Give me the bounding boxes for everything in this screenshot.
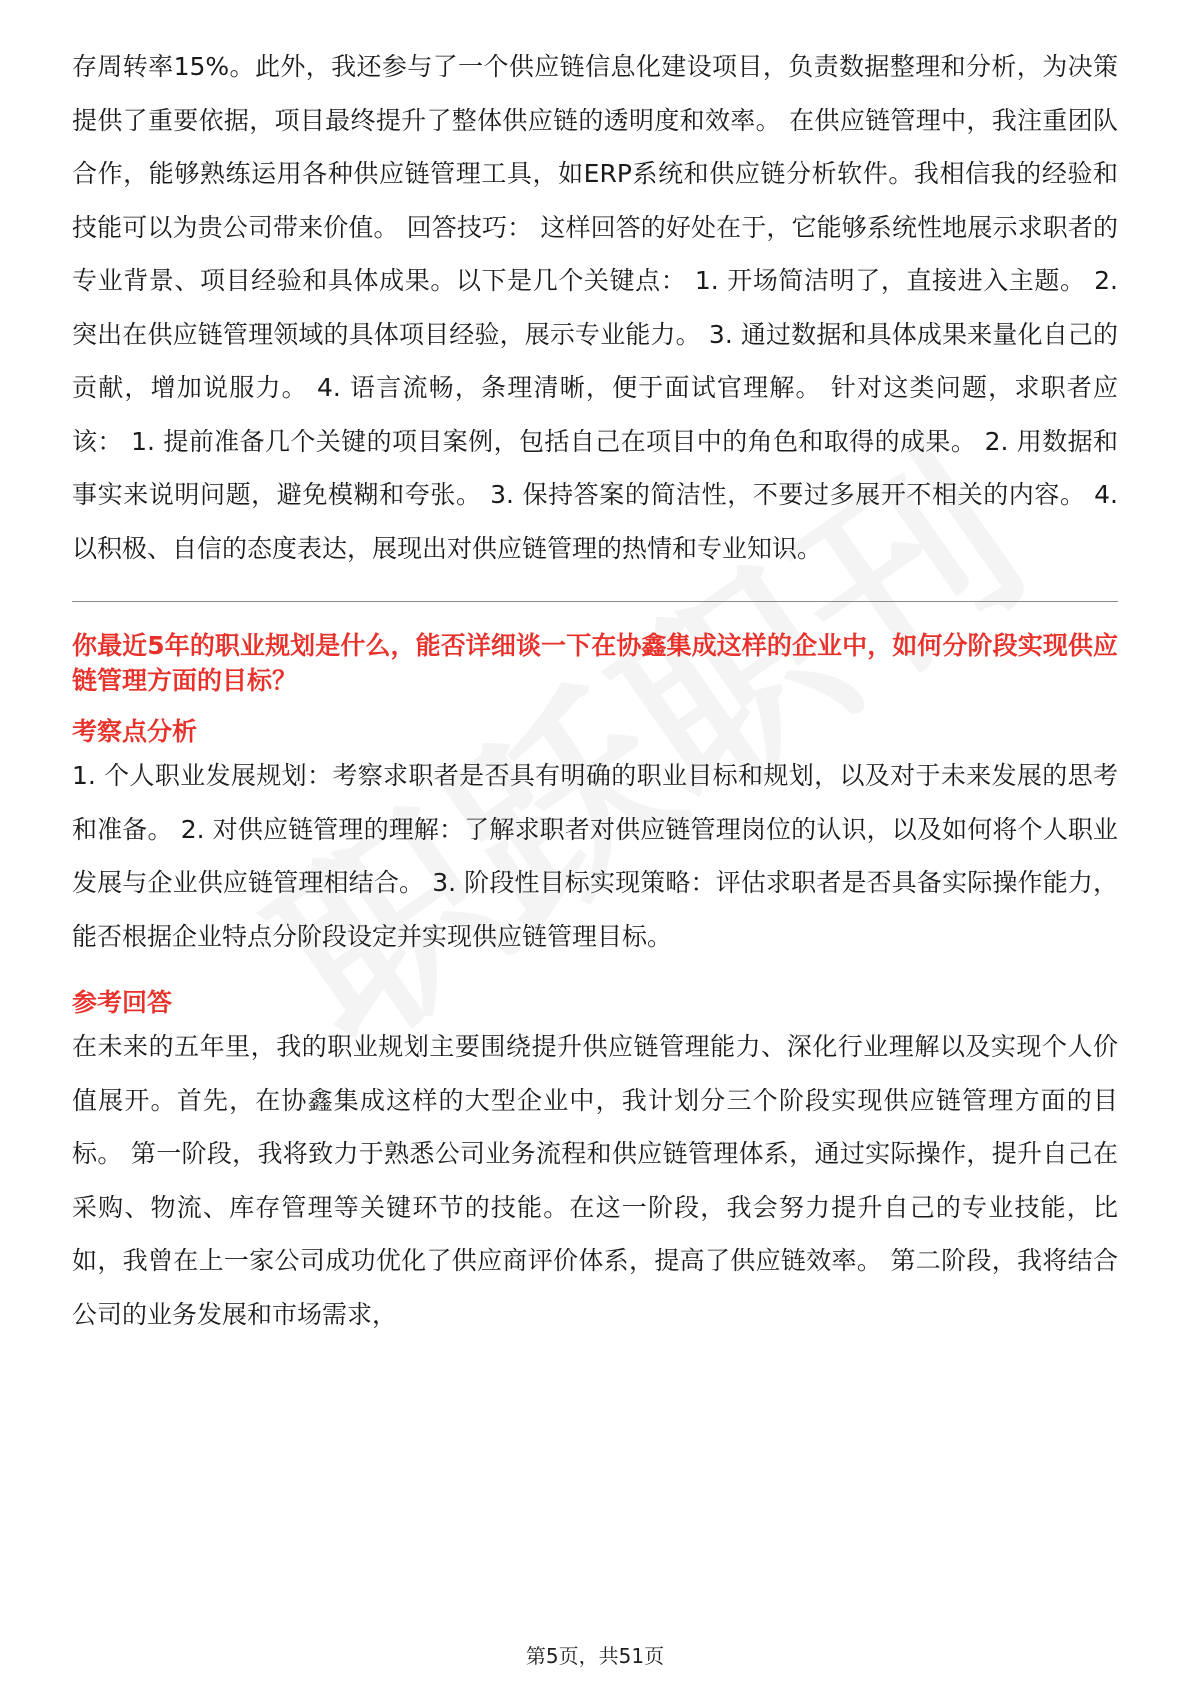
intro-paragraph: 存周转率15%。此外，我还参与了一个供应链信息化建设项目，负责数据整理和分析，为决策提供了重要依据，项目最终提升了整体供应链的透明度和效率。 在供应链管理中，我注重团队合作，能够熟练运用各种供应链管理工具，如ERP系统和供应链分析软件。我相信我的经验和技能可以为贵公司带来价值。 回答技巧： 这样回答的好处在于，它能够系统性地展示求职者的专业背景、项目经验和具体成果。以下是几个关键点： 1. 开场简洁明了，直接进入主题。 2. 突出在供应链管理领域的具体项目经验，展示专业能力。 3. 通过数据和具体成果来量化自己的贡献，增加说服力。 4. 语言流畅，条理清晰，便于面试官理解。 针对这类问题，求职者应该： 1. 提前准备几个关键的项目案例，包括自己在项目中的角色和取得的成果。 2. 用数据和事实来说明问题，避免模糊和夸张。 3. 保持答案的简洁性，不要过多展开不相关的内容。 4. 以积极、自信的态度表达，展现出对供应链管理的热情和专业知识。 <box>72 52 1118 563</box>
reference-answer-heading: 参考回答 <box>72 988 173 1017</box>
analysis-heading: 考察点分析 <box>72 717 198 746</box>
section-divider <box>72 601 1118 602</box>
interview-question: 你最近5年的职业规划是什么，能否详细谈一下在协鑫集成这样的企业中，如何分阶段实现供应链管理方面的目标？ <box>72 631 1118 695</box>
reference-answer-paragraph: 在未来的五年里，我的职业规划主要围绕提升供应链管理能力、深化行业理解以及实现个人价值展开。首先，在协鑫集成这样的大型企业中，我计划分三个阶段实现供应链管理方面的目标。 第一阶段，我将致力于熟悉公司业务流程和供应链管理体系，通过实际操作，提升自己在采购、物流、库存管理等关键环节的技能。在这一阶段，我会努力提升自己的专业技能，比如，我曾在上一家公司成功优化了供应商评价体系，提高了供应链效率。 第二阶段，我将结合公司的业务发展和市场需求， <box>72 1032 1118 1329</box>
page-number: 第5页，共51页 <box>525 1644 665 1668</box>
analysis-paragraph: 1. 个人职业发展规划：考察求职者是否具有明确的职业目标和规划，以及对于未来发展的思考和准备。 2. 对供应链管理的理解：了解求职者对供应链管理岗位的认识，以及如何将个人职业发展与企业供应链管理相结合。 3. 阶段性目标实现策略：评估求职者是否具备实际操作能力，能否根据企业特点分阶段设定并实现供应链管理目标。 <box>72 761 1118 951</box>
document-page <box>72 40 1118 1341</box>
